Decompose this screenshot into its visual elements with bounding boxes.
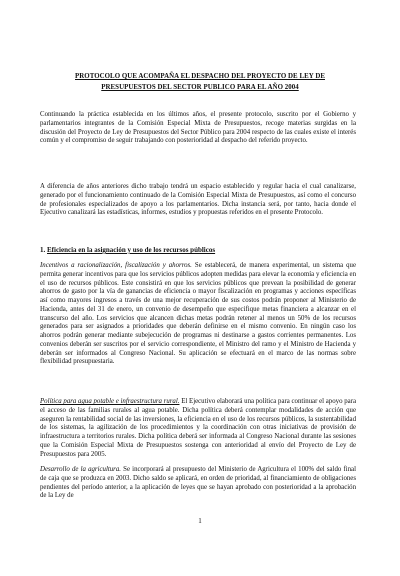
paragraph-body: Se incorporará al presupuesto del Ministerio de Agricultura el 100% del saldo final de caja que se produzca en 2003. Dicho saldo se aplicará, en orden de prioridad, al financiamiento de obligaciones pendientes del período anterior, a la aplicación de leyes que se hayan aprobado con posterioridad a la aprobación de la Ley de	[40, 466, 357, 500]
title-line-2: PRESUPUESTOS DEL SECTOR PUBLICO PARA EL AÑO 2004	[101, 84, 299, 91]
section-heading	[40, 246, 356, 255]
paragraph-body: El Ejecutivo elaborará una política para continuar el apoyo para el acceso de las familias rurales al agua potable. Dicha política deberá contemplar modalidades de acción que aseguren la rentabilidad social de las inversiones, la eficiencia en el uso de los recursos públicos, la sustentabilidad de los sistemas, la agilización de los procedimientos y la coordinación con otras iniciativas de provisión de infraestructura a territorios rurales. Dicha política deberá ser informada al Congreso Nacional durante las sesiones que la Comisión Especial Mixta de Presupuestos sostenga con anterioridad al envío del Proyecto de Ley de Presupuestos para 2005.	[40, 398, 357, 458]
section-number: 1.	[40, 246, 46, 254]
paragraph-agricultura	[40, 466, 356, 501]
intro-paragraph-1: Continuando la práctica establecida en los últimos años, el presente protocolo, suscrito por el Gobierno y parlamentarios integrantes de la Comisión Especial Mixta de Presupuestos, recoge materias surgidas en la discusión del Proyecto de Ley de Presupuestos del Sector Público para 2004 respecto de las cuales existe el interés común y el compromiso de seguir trabajando con posterioridad al despacho del referido proyecto.	[40, 111, 356, 145]
page-number: 1	[198, 517, 202, 525]
section-title: Eficiencia en la asignación y uso de los recursos públicos	[47, 246, 216, 254]
paragraph-lead: Política para agua potable e infraestructura rural.	[40, 398, 180, 405]
paragraph-incentivos	[40, 262, 356, 367]
paragraph-lead: Incentivos a racionalización, fiscalización y ahorros.	[40, 262, 192, 269]
document-title	[40, 71, 360, 93]
paragraph-lead: Desarrollo de la agricultura.	[40, 466, 121, 473]
paragraph-body: Se establecerá, de manera experimental, un sistema que permita generar incentivos para que los servicios públicos adopten medidas para elevar la economía y eficiencia en el uso de recursos públicos. Este consistirá en que los servicios públicos que prevean la posibilidad de generar ahorros de gasto por la vía de ganancias de eficiencia o mayor fiscalización en programas y acciones específicas así como mayores ingresos a través de una mejor recuperación de sus costos podrán proponer al Ministerio de Hacienda, antes del 31 de enero, un convenio de desempeño que especifique metas financiera a alcanzar en el transcurso del año. Los servicios que alcancen dichas metas podrán retener al menos un 50% de los recursos generados para ser asignados a prioridades que deberán definirse en el mismo convenio. En ningún caso los ahorros podrán generar mediante subejecución de programas ni destinarse a gastos corrientes permanentes. Los convenios deberán ser suscritos por el servicio correspondiente, el Ministro del ramo y el Ministro de Hacienda y deberán ser informados al Congreso Nacional. Su aplicación se efectuará en el marco de las normas sobre flexibilidad presupuestaria.	[40, 262, 356, 366]
title-line-1: PROTOCOLO QUE ACOMPAÑA EL DESPACHO DEL PROYECTO DE LEY DE	[75, 73, 325, 80]
intro-paragraph-2: A diferencia de años anteriores dicho trabajo tendrá un espacio establecido y regular hacia el cual canalizarse, generado por el funcionamiento continuado de la Comisión Especial Mixta de Presupuestos, así como el concurso de profesionales especializados de apoyo a los parlamentarios. Dicha instancia será, por tanto, hacia donde el Ejecutivo canalizará las estadísticas, informes, estudios y propuestas referidos en el presente Protocolo.	[40, 183, 356, 217]
paragraph-agua-potable	[40, 398, 356, 459]
